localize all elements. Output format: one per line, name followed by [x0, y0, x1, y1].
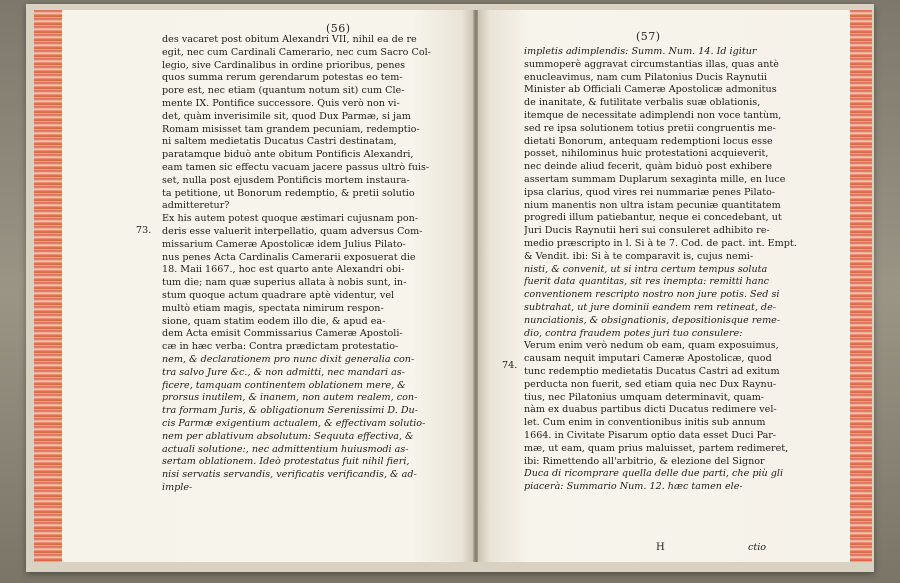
- right-page-line: nàm ex duabus partibus dicti Ducatus redimere vel-: [524, 404, 777, 416]
- right-page-line: fuerit data quantitas, sit res inempta: remitti hanc: [524, 276, 770, 288]
- right-page-number: (57): [636, 30, 661, 43]
- left-page-line: prorsus inutilem, & inanem, non autem realem, con-: [162, 392, 418, 404]
- left-page-line: det, quàm inverisimile sit, quod Dux Parmæ, si jam: [162, 110, 411, 122]
- left-page: [62, 10, 474, 562]
- right-page-line: 1664. in Civitate Pisarum optio data esset Duci Par-: [524, 429, 777, 441]
- right-page-text: [524, 46, 820, 494]
- left-page-text: [162, 34, 458, 495]
- left-page-line: mente IX. Pontifice successore. Quis verò non vi-: [162, 97, 400, 109]
- signature-mark: H: [656, 542, 665, 553]
- left-page-line: sertam oblationem. Ideò protestatus fuit nihil fieri,: [162, 456, 410, 468]
- right-page-line: medio præscripto in l. Si à te 7. Cod. de pact. int. Empt.: [524, 237, 797, 249]
- left-page-line: legio, sive Cardinalibus in ordine prioribus, penes: [162, 59, 406, 71]
- right-page-line: & Vendit. ibi: Si à te comparavit is, cujus nemi-: [524, 250, 754, 262]
- left-page-line: imple-: [162, 481, 193, 493]
- left-page-line: nem, & declarationem pro nunc dixit generalia con-: [162, 353, 415, 365]
- right-page-line: causam nequit imputari Cameræ Apostolicæ, quod: [524, 353, 772, 365]
- right-page-line: Juri Ducis Raynutii heri sui consuleret adhibito re-: [524, 225, 770, 237]
- left-page-line: deris esse valuerit interpellatio, quam adversus Com-: [162, 225, 423, 237]
- right-page: [478, 10, 850, 562]
- right-page-line: summoperè aggravat circumstantias illas, quas antè: [524, 58, 779, 70]
- right-page-line: posset, nihilominus huic protestationi acquieverit,: [524, 148, 769, 160]
- right-page-line: let. Cum enim in conventionibus initis sub annum: [524, 417, 766, 429]
- right-page-line: ipsa clarius, quod vires rei nummariæ penes Pilato-: [524, 186, 776, 198]
- left-page-line: multò etiam magis, spectata nimirum respon-: [162, 302, 384, 314]
- right-page-line: de inanitate, & futilitate verbalis suæ oblationis,: [524, 97, 761, 109]
- left-page-line: ta petitione, ut Bonorum redemptio, & pretii solutio: [162, 187, 415, 199]
- right-page-line: Minister ab Officiali Cameræ Apostolicæ admonitus: [524, 84, 777, 96]
- right-page-line: Duca di ricomprare quella delle due parti, che più gli: [524, 468, 784, 480]
- left-page-line: eam tamen sic effectu vacuam jacere passus ultrò fuis-: [162, 161, 430, 173]
- right-page-line: enucleavimus, nam cum Pilatonius Ducis Raynutii: [524, 71, 767, 83]
- left-page-line: nem per ablativum absolutum: Sequuta effectiva, &: [162, 430, 414, 442]
- right-page-line: nunciationis, & obsignationis, depositionisque reme-: [524, 314, 781, 326]
- right-page-line: tius, nec Pilatonius umquam determinavit, quam-: [524, 391, 765, 403]
- right-page-line: impletis adimplendis: Summ. Num. 14. Id igitur: [524, 46, 757, 57]
- left-page-line: admitteretur?: [162, 200, 230, 212]
- left-page-line: tra salvo Jure &c., & non admitti, nec mandari as-: [162, 366, 405, 378]
- left-page-line: Ex his autem potest quoque æstimari cujusnam pon-: [162, 213, 419, 225]
- left-page-line: pore est, nec etiam (quantum notum sit) cum Cle-: [162, 85, 405, 97]
- right-page-line: progredi illum patiebantur, neque ei concedebant, ut: [524, 212, 782, 224]
- right-page-line: conventionem rescripto nostro non jure potis. Sed si: [524, 289, 780, 301]
- left-page-line: paratamque biduò ante obitum Pontificis Alexandri,: [162, 149, 414, 161]
- left-page-number: (56): [326, 22, 351, 35]
- right-page-line: sed re ipsa solutionem totius pretii congruentis me-: [524, 122, 776, 134]
- left-page-line: cis Parmæ exigentium actualem, & effectivam solutio-: [162, 417, 426, 429]
- right-page-line: piacerà: Summario Num. 12. hæc tamen ele-: [524, 481, 743, 493]
- right-page-line: dietati Bonorum, antequam redemptioni locus esse: [524, 135, 773, 147]
- right-page-line: itemque de necessitate adimplendi non voce tantùm,: [524, 109, 782, 121]
- right-page-line: assertam summam Duplarum sexaginta mille, en luce: [524, 173, 786, 185]
- left-page-line: Romam misisset tam grandem pecuniam, redemptio-: [162, 123, 420, 135]
- book: [26, 4, 874, 572]
- left-page-line: des vacaret post obitum Alexandri VII, nihil ea de re: [162, 34, 417, 45]
- left-page-line: tra formam Juris, & obligationum Serenissimi D. Du-: [162, 405, 418, 417]
- left-page-line: actuali solutione:, nec admittentium huiusmodi as-: [162, 443, 409, 455]
- left-page-line: set, nulla post ejusdem Pontificis mortem instaura-: [162, 174, 410, 186]
- right-page-line: perducta non fuerit, sed etiam quia nec Dux Raynu-: [524, 378, 777, 390]
- right-page-line: mæ, ut eam, quam prius maluisset, partem redimeret,: [524, 442, 789, 454]
- left-page-line: cæ in hæc verba: Contra prædictam protestatio-: [162, 341, 399, 353]
- left-page-line: tum die; nam quæ superius allata à nobis sunt, in-: [162, 277, 407, 289]
- right-page-line: nisti, & convenit, ut si intra certum tempus soluta: [524, 263, 768, 275]
- catchword: ctio: [748, 542, 767, 553]
- right-page-line: nec deinde aliud fecerit, quàm biduò post exhibere: [524, 161, 773, 173]
- right-page-line: subtrahat, ut jure dominii eandem rem retineat, de-: [524, 301, 776, 313]
- left-page-line: sione, quam statim eodem illo die, & apud ea-: [162, 315, 386, 327]
- right-page-line: dio, contra fraudem potes juri tuo consulere:: [524, 327, 743, 339]
- right-page-line: ibi: Rimettendo all'arbitrio, & elezione del Signor: [524, 455, 765, 467]
- left-page-line: quos summa rerum gerendarum potestas eo tem-: [162, 72, 403, 84]
- left-page-line: missarium Cameræ Apostolicæ idem Julius Pilato-: [162, 238, 406, 250]
- left-page-line: egit, nec cum Cardinali Camerario, nec cum Sacro Col-: [162, 46, 431, 58]
- paragraph-number-74: 74.: [502, 360, 518, 371]
- right-page-line: tunc redemptio medietatis Ducatus Castri ad exitum: [524, 365, 780, 377]
- left-page-line: dem Acta emisit Commissarius Cameræ Apostoli-: [162, 328, 403, 340]
- right-page-line: Verum enim verò nedum ob eam, quam exposuimus,: [524, 340, 779, 352]
- left-page-line: ficere, tamquam continentem oblationem mere, &: [162, 379, 406, 391]
- left-page-line: ni saltem medietatis Ducatus Castri destinatam,: [162, 136, 397, 148]
- left-page-line: stum quoque actum quadrare aptè videntur, vel: [162, 289, 395, 301]
- left-page-line: nisi servatis servandis, verificatis verificandis, & ad-: [162, 469, 417, 481]
- right-page-line: nium manentis non ultra istam pecuniæ quantitatem: [524, 199, 781, 211]
- paragraph-number-73: 73.: [136, 225, 152, 236]
- left-page-line: 18. Maii 1667., hoc est quarto ante Alexandri obi-: [162, 264, 405, 276]
- left-page-line: nus penes Acta Cardinalis Camerarii exposuerat die: [162, 251, 416, 263]
